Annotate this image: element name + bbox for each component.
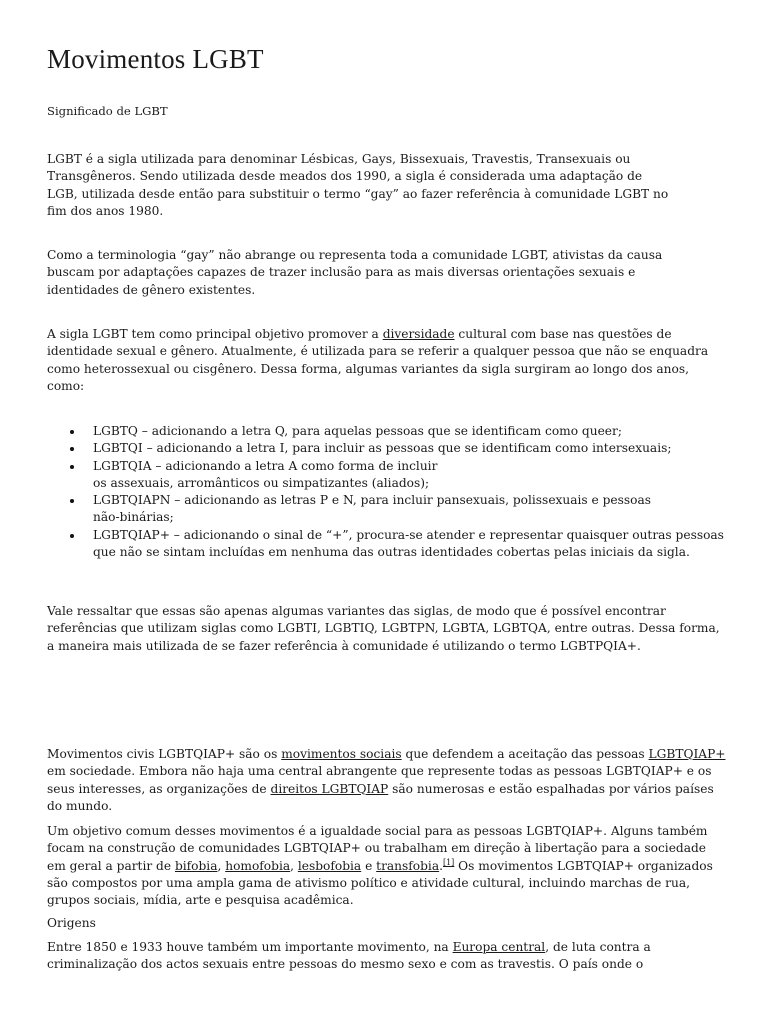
paragraph-civil-movements — [47, 746, 727, 815]
acronym-variants-list — [93, 423, 727, 561]
paragraph-text: Entre 1850 e 1933 houve também um importante movimento, na — [47, 940, 453, 954]
list-item-text: LGBTQI – adicionando a letra I, para incluir as pessoas que se identificam como intersexuais; — [93, 441, 672, 456]
reference-link[interactable]: [1] — [442, 857, 455, 867]
link-europa-central[interactable]: Europa central — [452, 940, 546, 954]
list-item — [93, 423, 727, 440]
list-item-text: LGBTQIA – adicionando a letra A como forma de incluir — [93, 458, 438, 473]
list-item-text: LGBTQ – adicionando a letra Q, para aquelas pessoas que se identificam como queer; — [93, 424, 622, 438]
paragraph-text: Um objetivo comum desses movimentos é a igualdade social para as pessoas LGBTQIAP+. Alguns também focam na construção de comunidades LGBTQIAP+ ou trabalham em direção à libertação para a sociedade em geral a partir de — [47, 824, 708, 873]
separator-text: e — [361, 858, 377, 873]
list-item — [93, 440, 727, 457]
link-lesbofobia[interactable]: lesbofobia — [297, 858, 362, 873]
paragraph-text: Movimentos civis LGBTQIAP+ são os — [47, 747, 282, 761]
link-direitos-lgbtqiap[interactable]: direitos LGBTQIAP — [270, 781, 389, 796]
paragraph-origins — [47, 939, 727, 974]
paragraph-definition: LGBT é a sigla utilizada para denominar Lésbicas, Gays, Bissexuais, Travestis, Transexuais ou Transgêneros. Sendo utilizada desde meados dos 1990, a sigla é considerada uma adaptação de LGB, utilizada desde então para substituir o termo “gay” ao fazer referência à comunidade LGBT no fim dos anos 1980. — [47, 152, 669, 218]
paragraph-variants-note: Vale ressaltar que essas são apenas algumas variantes das siglas, de modo que é possível encontrar referências que utilizam siglas como LGBTI, LGBTIQ, LGBTPN, LGBTA, LGBTQA, entre outras. Dessa forma, a maneira mais utilizada de se fazer referência à comunidade é utilizando o termo LGBTPQIA+. — [47, 604, 720, 653]
link-homofobia[interactable]: homofobia — [225, 858, 291, 873]
paragraph-text: em sociedade. Embora não haja uma central abrangente que represente todas as pessoas LGBTQIAP+ e os seus interesses, as organizações de — [47, 764, 712, 796]
link-lgbtqiap[interactable]: LGBTQIAP+ — [648, 747, 726, 761]
separator-text: . — [439, 858, 443, 873]
paragraph-objective — [47, 326, 727, 395]
link-transfobia[interactable]: transfobia — [376, 858, 440, 873]
link-diversidade[interactable]: diversidade — [382, 327, 455, 341]
paragraph-text: A sigla LGBT tem como principal objetivo promover a — [47, 327, 383, 341]
list-item-text: LGBTQIAPN – adicionando as letras P e N, para incluir pansexuais, polissexuais e pessoas — [93, 493, 652, 508]
list-item — [93, 458, 727, 493]
paragraph-text: cultural com base nas questões de identidade sexual e gênero. Atualmente, é utilizada para se referir a qualquer pessoa que não se enquadra como heterossexual ou cisgênero. Dessa forma, algumas variantes da sigla surgiram ao longo dos anos, como: — [47, 327, 709, 393]
link-bifobia[interactable]: bifobia — [174, 858, 218, 873]
paragraph-text: Os movimentos LGBTQIAP+ organizados são compostos por uma ampla gama de ativismo político e atividade cultural, incluindo marchas de rua, grupos sociais, mídia, arte e pesquisa acadêmica. — [47, 858, 713, 908]
section-heading-origens: Origens — [47, 916, 96, 930]
paragraph-text: , de luta contra a criminalização dos actos sexuais entre pessoas do mesmo sexo e com as travestis. O país onde o — [47, 940, 651, 972]
paragraph-text: são numerosas e estão espalhadas por vários países do mundo. — [47, 781, 714, 813]
list-item-text: não-binárias; — [93, 510, 174, 525]
page-title: Movimentos LGBT — [47, 44, 264, 74]
list-item — [93, 492, 727, 527]
paragraph-common-goal — [47, 823, 727, 909]
separator-text: , — [217, 858, 226, 873]
link-movimentos-sociais[interactable]: movimentos sociais — [281, 747, 402, 761]
section-subtitle: Significado de LGBT — [47, 104, 168, 118]
paragraph-terminology: Como a terminologia “gay” não abrange ou representa toda a comunidade LGBT, ativistas da causa buscam por adaptações capazes de trazer inclusão para as mais diversas orientações sexuais e identidades de gênero existentes. — [47, 248, 663, 297]
list-item-text: LGBTQIAP+ – adicionando o sinal de “+”, procura-se atender e representar quaisquer outras pessoas que não se sintam incluídas em nenhuma das outras identidades cobertas pelas iniciais da sigla. — [93, 527, 724, 560]
list-item-text: os assexuais, arromânticos ou simpatizantes (aliados); — [93, 475, 430, 490]
separator-text: , — [290, 858, 298, 873]
paragraph-text: que defendem a aceitação das pessoas — [401, 747, 649, 761]
list-item — [93, 527, 727, 562]
